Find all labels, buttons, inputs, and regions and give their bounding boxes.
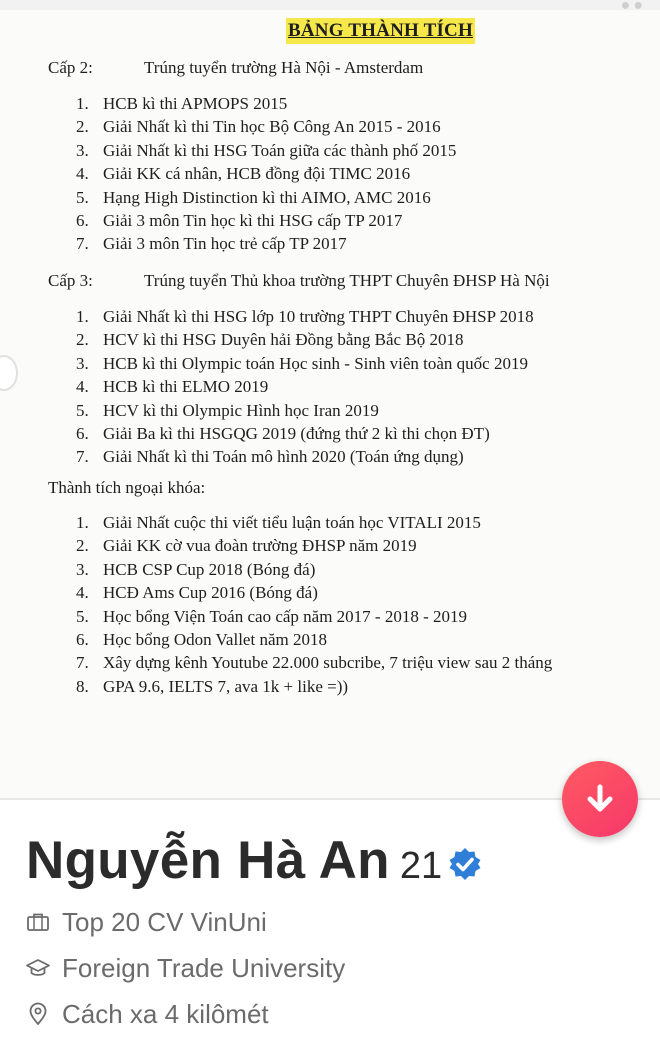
list-item: 2. Giải KK cờ vua đoàn trường ĐHSP năm 2019	[76, 536, 417, 556]
list-item: 6. Giải Ba kì thi HSGQG 2019 (đứng thứ 2 kì thi chọn ĐT)	[76, 424, 490, 444]
document-title: BẢNG THÀNH TÍCH	[286, 18, 475, 44]
list-item: 3. HCB kì thi Olympic toán Học sinh - Sinh viên toàn quốc 2019	[76, 353, 528, 373]
list-item: 4. Giải KK cá nhân, HCB đồng đội TIMC 2016	[76, 164, 411, 184]
profile-school-row	[26, 951, 345, 985]
section-head-extracurricular	[48, 478, 205, 498]
section-level: Thành tích ngoại khóa:	[48, 478, 206, 497]
section-head-cap2	[48, 58, 423, 78]
profile-age: 21	[399, 845, 443, 887]
list-item: 6. Giải 3 môn Tin học kì thi HSG cấp TP 2017	[76, 211, 403, 231]
verified-badge-icon	[448, 847, 482, 881]
photo-divider	[0, 798, 660, 800]
graduation-cap-icon	[26, 956, 50, 980]
list-item: 5. Học bổng Viện Toán cao cấp năm 2017 - 2018 - 2019	[76, 606, 467, 626]
list-item: 4. HCB kì thi ELMO 2019	[76, 377, 269, 397]
more-dots-icon: ●●	[620, 0, 646, 14]
list-item: 1. Giải Nhất kì thi HSG lớp 10 trường THPT Chuyên ĐHSP 2018	[76, 307, 534, 326]
section-school: Trúng tuyển Thủ khoa trường THPT Chuyên ĐHSP Hà Nội	[144, 271, 550, 290]
section-level: Cấp 3:	[48, 271, 93, 290]
section-list-cap3	[76, 305, 534, 469]
list-item: 5. HCV kì thi Olympic Hình học Iran 2019	[76, 400, 379, 420]
section-list-extracurricular	[76, 511, 552, 698]
list-item: 1. HCB kì thi APMOPS 2015	[76, 94, 288, 113]
scroll-down-button[interactable]	[562, 761, 638, 837]
list-item: 1. Giải Nhất cuộc thi viết tiểu luận toán học VITALI 2015	[76, 513, 481, 532]
list-item: 3. HCB CSP Cup 2018 (Bóng đá)	[76, 559, 316, 579]
list-item: 5. Hạng High Distinction kì thi AIMO, AMC 2016	[76, 187, 431, 207]
list-item: 8. GPA 9.6, IELTS 7, ava 1k + like =))	[76, 676, 349, 696]
profile-school: Foreign Trade University	[62, 952, 346, 983]
section-list-cap2	[76, 92, 456, 256]
list-item: 2. HCV kì thi HSG Duyên hải Đồng bằng Bắc Bộ 2018	[76, 330, 464, 350]
list-item: 6. Học bổng Odon Vallet năm 2018	[76, 630, 327, 650]
section-head-cap3	[48, 271, 550, 291]
list-item: 2. Giải Nhất kì thi Tin học Bộ Công An 2015 - 2016	[76, 117, 441, 137]
list-item: 7. Giải 3 môn Tin học trẻ cấp TP 2017	[76, 234, 347, 254]
profile-job: Top 20 CV VinUni	[62, 906, 267, 937]
edge-handle-icon	[0, 355, 18, 391]
location-pin-icon	[26, 1002, 50, 1026]
profile-distance-row	[26, 997, 269, 1031]
section-level: Cấp 2:	[48, 58, 93, 77]
profile-job-row	[26, 905, 267, 939]
profile-name-row	[26, 830, 482, 894]
section-school: Trúng tuyển trường Hà Nội - Amsterdam	[144, 58, 424, 77]
list-item: 4. HCĐ Ams Cup 2016 (Bóng đá)	[76, 583, 318, 603]
profile-name: Nguyễn Hà An	[26, 831, 390, 890]
profile-distance: Cách xa 4 kilômét	[62, 998, 269, 1029]
list-item: 7. Giải Nhất kì thi Toán mô hình 2020 (Toán ứng dụng)	[76, 447, 464, 467]
list-item: 3. Giải Nhất kì thi HSG Toán giữa các thành phố 2015	[76, 140, 457, 160]
arrow-down-icon	[583, 782, 617, 816]
list-item: 7. Xây dựng kênh Youtube 22.000 subcribe, 7 triệu view sau 2 tháng	[76, 653, 553, 673]
briefcase-icon	[26, 910, 50, 934]
top-strip	[0, 0, 660, 14]
